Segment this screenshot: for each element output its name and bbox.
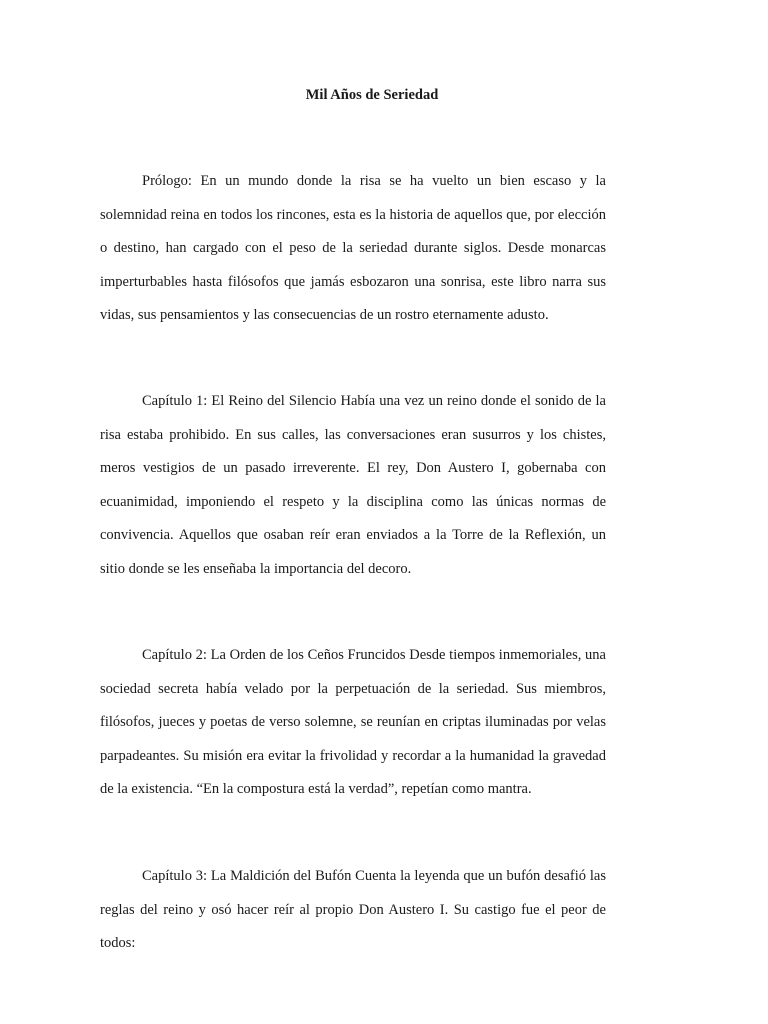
paragraph-chapter-1: Capítulo 1: El Reino del Silencio Había una vez un reino donde el sonido de la risa estaba prohibido. En sus calles, las conversaciones eran susurros y los chistes, meros vestigios de un pasado irreverente. El rey, Don Austero I, gobernaba con ecuanimidad, imponiendo el respeto y la disciplina como las únicas normas de convivencia. Aquellos que osaban reír eran enviados a la Torre de la Reflexión, un sitio donde se les enseñaba la importancia del decoro. (100, 393, 606, 577)
paragraph-chapter-2: Capítulo 2: La Orden de los Ceños Fruncidos Desde tiempos inmemoriales, una sociedad secreta había velado por la perpetuación de la seriedad. Sus miembros, filósofos, jueces y poetas de verso solemne, se reunían en criptas iluminadas por velas parpadeantes. Su misión era evitar la frivolidad y recordar a la humanidad la gravedad de la existencia. “En la compostura está la verdad”, repetían como mantra. (100, 647, 606, 797)
paragraph-prologue: Prólogo: En un mundo donde la risa se ha vuelto un bien escaso y la solemnidad reina en todos los rincones, esta es la historia de aquellos que, por elección o destino, han cargado con el peso de la seriedad durante siglos. Desde monarcas imperturbables hasta filósofos que jamás esbozaron una sonrisa, este libro narra sus vidas, sus pensamientos y las consecuencias de un rostro eternamente adusto. (100, 173, 606, 323)
paragraph-chapter-3: Capítulo 3: La Maldición del Bufón Cuenta la leyenda que un bufón desafió las reglas del reino y osó hacer reír al propio Don Austero I. Su castigo fue el peor de todos: (100, 868, 606, 951)
document-title: Mil Años de Seriedad (305, 87, 439, 103)
